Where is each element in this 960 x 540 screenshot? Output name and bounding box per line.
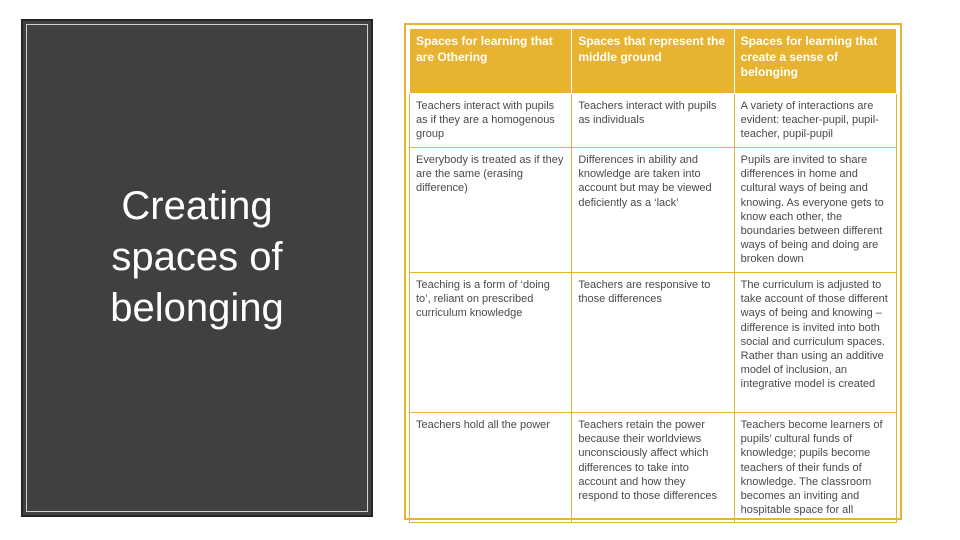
table-cell: Teachers retain the power because their worldviews unconsciously affect which differences to take into account and how they respond to those differences bbox=[572, 413, 734, 523]
table-cell: Teachers interact with pupils as individuals bbox=[572, 94, 734, 148]
slide-title: Creating spaces of belonging bbox=[110, 184, 284, 330]
table-cell: Everybody is treated as if they are the same (erasing difference) bbox=[410, 148, 572, 273]
title-panel bbox=[21, 19, 373, 517]
comparison-table-frame bbox=[404, 23, 902, 520]
comparison-table bbox=[409, 28, 897, 523]
table-cell: A variety of interactions are evident: teacher-pupil, pupil-teacher, pupil-pupil bbox=[734, 94, 896, 148]
table-row bbox=[410, 94, 897, 148]
table-cell: The curriculum is adjusted to take account of those different ways of being and knowing – difference is invited into both social and curriculum spaces. Rather than using an additive model of inclusion, an integrative model is created bbox=[734, 273, 896, 413]
table-cell: Teachers are responsive to those differences bbox=[572, 273, 734, 413]
table-cell: Teachers hold all the power bbox=[410, 413, 572, 523]
header-othering: Spaces for learning that are Othering bbox=[410, 29, 572, 94]
header-belonging: Spaces for learning that create a sense of belonging bbox=[734, 29, 896, 94]
table-row bbox=[410, 273, 897, 413]
table-cell: Pupils are invited to share differences in home and cultural ways of being and knowing. As everyone gets to know each other, the boundaries between different ways of being and doing are broken down bbox=[734, 148, 896, 273]
table-cell: Teaching is a form of ‘doing to’, reliant on prescribed curriculum knowledge bbox=[410, 273, 572, 413]
table-header-row bbox=[410, 29, 897, 94]
header-middle-ground: Spaces that represent the middle ground bbox=[572, 29, 734, 94]
table-row bbox=[410, 413, 897, 523]
table-cell: Teachers become learners of pupils’ cultural funds of knowledge; pupils become teachers of their funds of knowledge. The classroom becomes an inviting and hospitable space for all bbox=[734, 413, 896, 523]
table-cell: Teachers interact with pupils as if they are a homogenous group bbox=[410, 94, 572, 148]
table-row bbox=[410, 148, 897, 273]
table-cell: Differences in ability and knowledge are taken into account but may be viewed deficiently as a ‘lack’ bbox=[572, 148, 734, 273]
